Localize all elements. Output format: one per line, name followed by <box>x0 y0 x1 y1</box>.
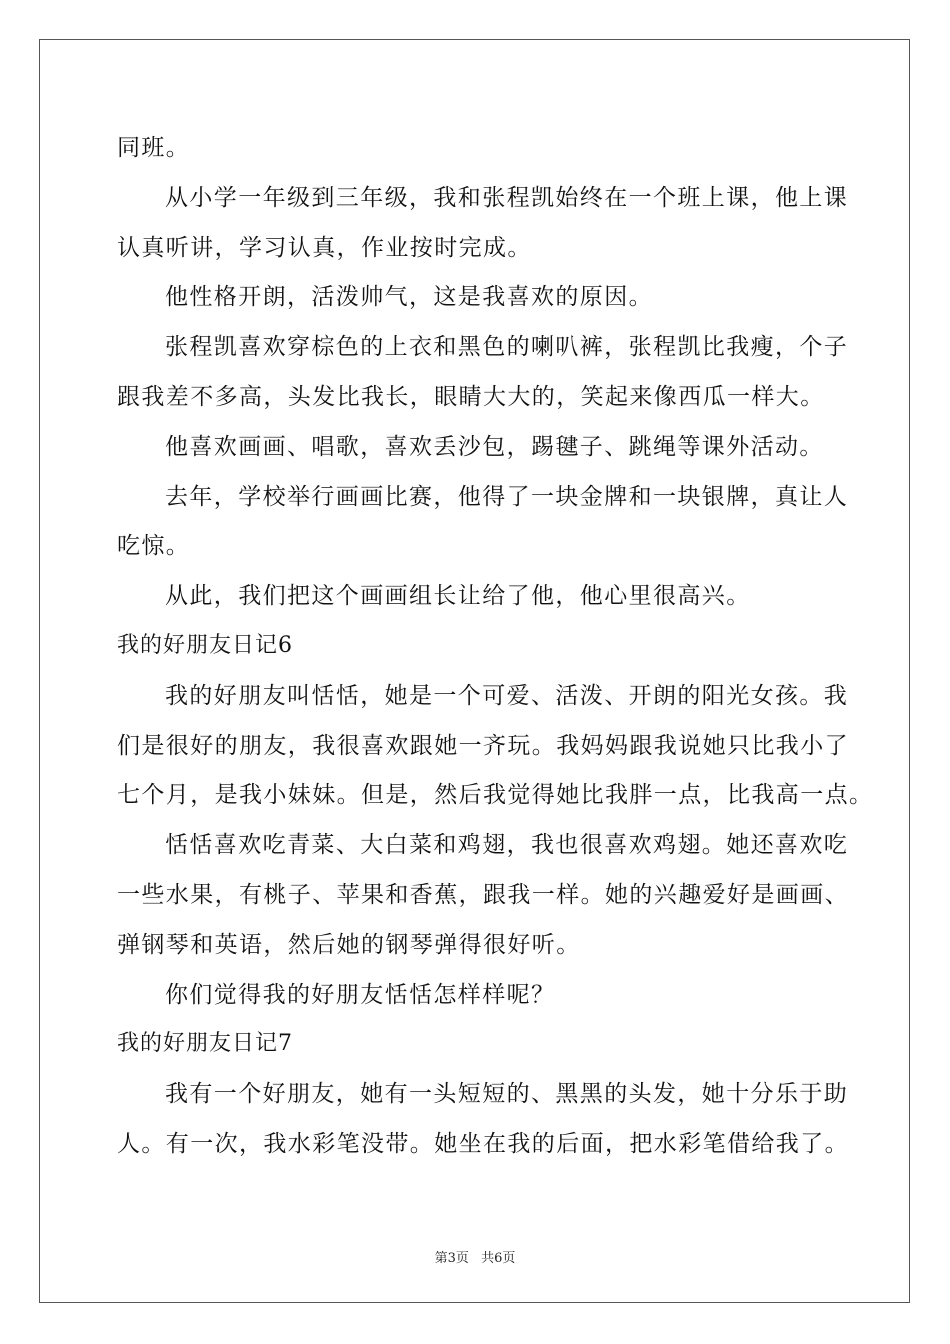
paragraph-line: 他性格开朗，活泼帅气，这是我喜欢的原因。 <box>165 284 653 311</box>
paragraph-line: 他喜欢画画、唱歌，喜欢丢沙包，踢毽子、跳绳等课外活动。 <box>165 433 824 460</box>
text-line: 七个月，是我小妹妹。但是，然后我觉得她比我胖一点，比我高一点。 <box>117 782 874 809</box>
page-total: 共6页 <box>481 1251 516 1266</box>
paragraph-line: 去年，学校举行画画比赛，他得了一块金牌和一块银牌，真让人 <box>165 483 849 510</box>
text-line: 们是很好的朋友，我很喜欢跟她一齐玩。我妈妈跟我说她只比我小了 <box>117 732 849 759</box>
text-line: 弹钢琴和英语，然后她的钢琴弹得很好听。 <box>117 931 581 958</box>
paragraph-line: 从小学一年级到三年级，我和张程凯始终在一个班上课，他上课 <box>165 184 849 211</box>
section-heading: 我的好朋友日记6 <box>117 632 293 658</box>
text-line: 跟我差不多高，头发比我长，眼睛大大的，笑起来像西瓜一样大。 <box>117 383 825 410</box>
paragraph-line: 从此，我们把这个画画组长让给了他，他心里很高兴。 <box>165 583 751 610</box>
paragraph-line: 恬恬喜欢吃青菜、大白菜和鸡翅，我也很喜欢鸡翅。她还喜欢吃 <box>165 832 849 859</box>
section-heading: 我的好朋友日记7 <box>117 1031 293 1057</box>
document-body <box>117 130 874 1176</box>
paragraph-line: 我的好朋友叫恬恬，她是一个可爱、活泼、开朗的阳光女孩。我 <box>165 682 849 709</box>
text-line: 人。有一次，我水彩笔没带。她坐在我的后面，把水彩笔借给我了。 <box>117 1130 849 1157</box>
text-line: 认真听讲，学习认真，作业按时完成。 <box>117 234 532 261</box>
page-footer <box>0 1247 950 1266</box>
paragraph-line: 我有一个好朋友，她有一头短短的、黑黑的头发，她十分乐于助 <box>165 1081 849 1108</box>
text-line: 同班。 <box>117 135 191 161</box>
paragraph-line: 张程凯喜欢穿棕色的上衣和黑色的喇叭裤，张程凯比我瘦，个子 <box>165 334 849 361</box>
page-number: 第3页 <box>434 1251 469 1266</box>
text-line: 吃惊。 <box>117 533 191 560</box>
paragraph-line: 你们觉得我的好朋友恬恬怎样样呢？ <box>165 981 556 1008</box>
text-line: 一些水果，有桃子、苹果和香蕉，跟我一样。她的兴趣爱好是画画、 <box>117 881 849 908</box>
